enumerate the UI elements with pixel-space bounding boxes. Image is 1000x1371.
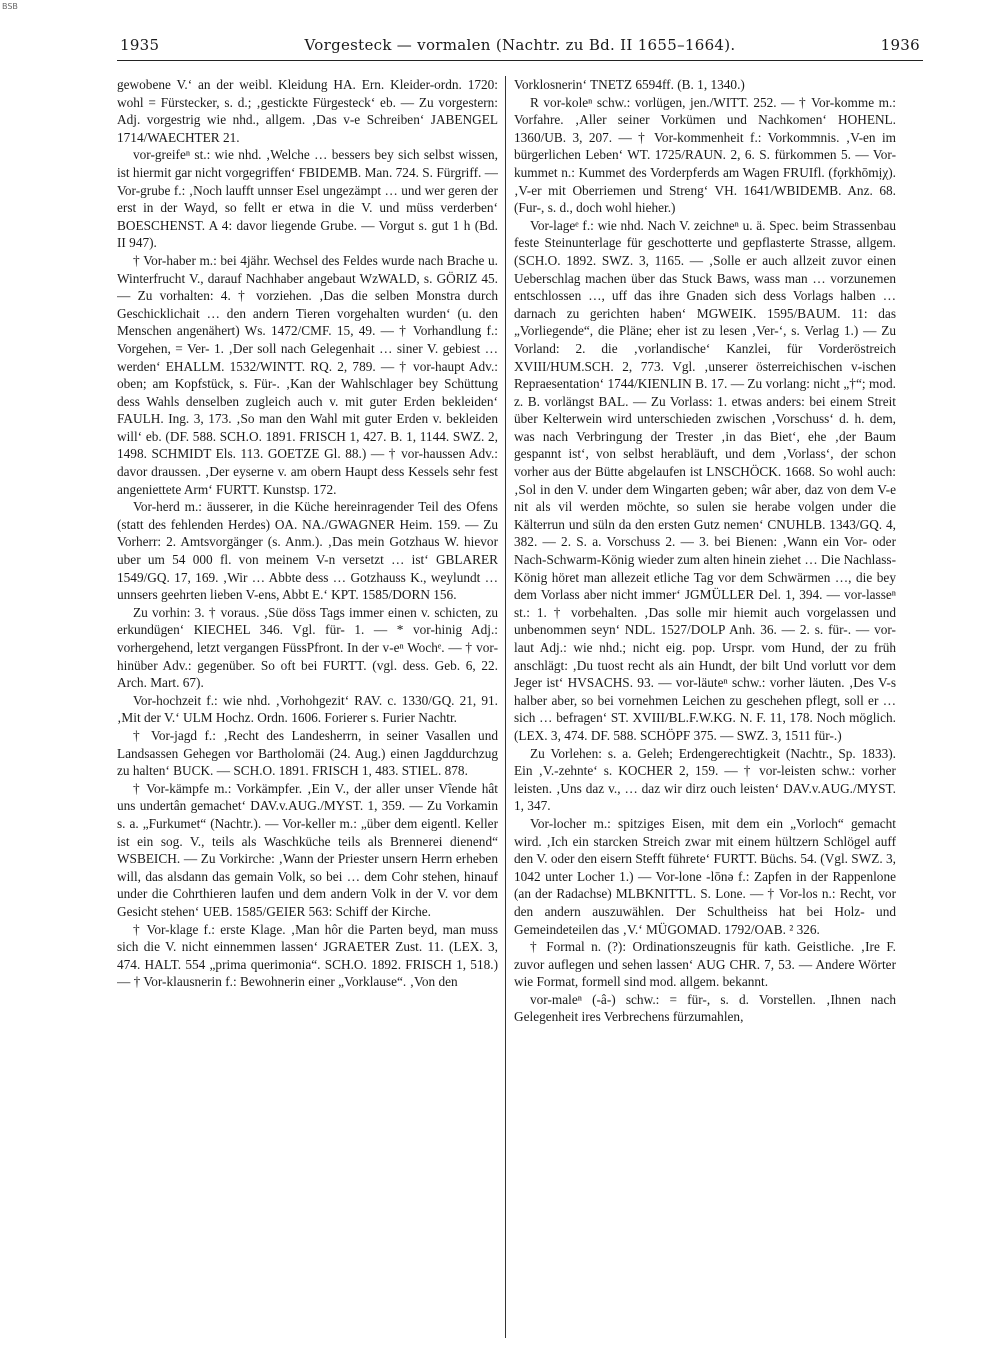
entry-paragraph: Vor-hochzeit f.: wie nhd. ‚Vorhohgezit‘ RAV. c. 1330/GQ. 21, 91. ‚Mit der V.‘ ULM Hochz. Ordn. 1606. Forierer s. Furier Nachtr.	[117, 692, 498, 726]
running-title: Vorgesteck — vormalen (Nachtr. zu Bd. II 1655–1664).	[304, 36, 736, 54]
column-divider	[505, 76, 506, 1338]
entry-paragraph: † Vor-kämpfe m.: Vorkämpfer. ‚Ein V., der aller unser Vîende hât uns undertân gemachet‘ DAV.v.AUG./MYST. 1, 359. — Zu Vorkamin s. a. „Furkumet“ (Nachtr.). — Vor-keller m.: „über dem eigentl. Keller ist ein sog. V., teils als Waschküche teils als Brennerei dienend“ WSBEICH. — Zu Vorkirche: ‚Wann der Priester unsern Herrn erheben will, das alsdann das gemain Volk, so bei … dem Cohr stehen, hinauf under die Cohrthieren laufen und dem andern Volk in der V. vor dem Gesicht stehen‘ UEB. 1585/GEIER 563: Schiff der Kirche.	[117, 780, 498, 919]
left-column	[117, 76, 498, 1346]
page-header	[120, 36, 920, 58]
entry-paragraph: Vor-locher m.: spitziges Eisen, mit dem ein „Vorloch“ gemacht wird. ‚Ich ein starcken Streich zwar mit einem hültzern Schlögel auff den V. oder den eisern Stefft führete‘ FURTT. Büchs. 54. (Vgl. SWZ. 3, 1042 unter Locher 1.) — Vor-lone -lōnə f.: Zapfen in der Rappenlone (an der Radachse) MLBKNITTL. S. Lone. — † Vor-los n.: Recht, vor den andern auszuwählen. Der Schultheiss hat bei Holz- und Gemeindeteilen das ‚V.‘ MÜGOMAD. 1792/OAB. ² 326.	[514, 815, 896, 937]
entry-paragraph: Zu Vorlehen: s. a. Geleh; Erdengerechtigkeit (Nachtr., Sp. 1833). Ein ‚V.-zehnte‘ s. KOCHER 2, 159. — † vor-leisten schw.: vorher leisten. ‚Uns daz v., … daz wir dirz ouch leisten‘ DAV.v.AUG./MYST. 1, 347.	[514, 745, 896, 814]
entry-paragraph: † Vor-haber m.: bei 4jähr. Wechsel des Feldes wurde nach Brache u. Winterfrucht V., darauf Nachhaber angebaut WzWALD, s. GÖRIZ 45. — Zu vorhalten: 4. † vorziehen. ‚Das die selben Monstra durch Geschicklichait … den andern Tieren vorgehalten wurden‘ (u. den Menschen angenähert) Ws. 1472/CMF. 15, 49. — † Vorhandlung f.: Vorgehen, = Ver- 1. ‚Der soll nach Gelegenhait … siner V. gebiest … werden‘ EHALLM. 1532/WINTT. RQ. 2, 789. — † vor-haupt Adv.: oben; am Kopfstück, s. Für-. ‚Kan der Wahlschlager bey Schüttung dess Wahls denselben zugleich auch v. mit guter Erden bekleiden‘ FAULH. Ing. 3, 173. ‚So man den Wahl mit guter Erden v. bekleiden will‘ eb. (DF. 588. SCH.O. 1891. FRISCH 1, 427. B. 1, 1144. SWZ. 2, 1498. SCHMIDT Els. 113. GOETZE Gl. 88.) — † vor-haussen Adv.: davor draussen. ‚Der eyserne v. am obern Haupt dess Kessels sehr fest angeniettete Arm‘ FURTT. Kunstsp. 172.	[117, 252, 498, 497]
entry-paragraph: † Vor-klage f.: erste Klage. ‚Man hôr die Parten beyd, man muss sich die V. nicht einnemmen lassen‘ JGRAETER Zust. 11. (LEX. 3, 474. HALT. 554 „prima querimonia“. SCH.O. 1892. FRISCH 1, 518.) — † Vor-klausnerin f.: Bewohnerin einer „Vorklause“. ‚Von den	[117, 921, 498, 990]
page-number-right: 1936	[880, 36, 920, 54]
entry-paragraph: gewobene V.‘ an der weibl. Kleidung HA. Ern. Kleider-ordn. 1720: wohl = Fürstecker, s. d.; ‚gestickte Fürgesteck‘ eb. — Zu vorgestern: Adj. vorgestrig wie nhd., allgem. ‚Das v-e Schreiben‘ JABENGEL 1714/WAECHTER 21.	[117, 77, 498, 145]
entry-paragraph: vor-maleⁿ (-â-) schw.: = für-, s. d. Vorstellen. ‚Ihnen nach Gelegenheit ires Verbrechens fürzumahlen,	[514, 991, 896, 1025]
library-corner-label: BSB	[2, 2, 18, 11]
entry-paragraph: Zu vorhin: 3. † voraus. ‚Süe döss Tags immer einen v. schicten, zu erkundügen‘ KIECHEL 346. Vgl. für- 1. — * vor-hinig Adj.: vorhergehend, letzt vergangen FüssPfront. In der v-eⁿ Wochᵉ. — † vor-hinüber Adv.: gegenüber. So oft bei FURTT. (vgl. dess. Geb. 6, 22. Arch. Mart. 67).	[117, 604, 498, 691]
entry-paragraph: Vor-lageᵉ f.: wie nhd. Nach V. zeichneⁿ u. ä. Spec. beim Strassenbau feste Steinunterlage für geschotterte und gepflasterte Strasse, allgem. (SCH.O. 1892. SWZ. 3, 1165. — ‚Solle er auch allzeit zuvor einen Ueberschlag machen über das Stuck Baws, wass man … vorzunemen entschlossen …, uff das ihre Gnaden sich dess Vorlags halben … darnach zu gerichten haben‘ MGWEIK. 1595/BAUM. 11: das „Vorliegende“, die Pläne; eher ist zu lesen ‚Ver-‘, s. Verlag 1.) — Zu Vorland: 2. die ‚vorlandische‘ Kanzlei, für Vorderöstreich XVIII/HUM.SCH. 2, 773. Vgl. ‚unserer österreichischen v-ischen Repraesentation‘ 1744/KIENLIN B. 17. — Zu vorlang: nicht „†“; mod. z. B. vorlängst BAL. — Zu Vorlass: 1. etwas anders: bei einem Streit über Kelterwein wird unterschieden zwischen ‚Vorschuss‘ d. h. dem, was nach Verbringung der Trester ‚in das Biet‘, ehe ‚der Baum gespannt ist‘, von selbst herabläuft, und dem ‚Vorlass‘, der schon vorher aus der Bütte abgelaufen ist LNSCHÖCK. 1668. So wohl auch: ‚Sol in den V. under dem Wingarten geben; wâr aber, daz von dem V-e nit als vil werden möchte, so sulen sie herabe volgen under die Kälterrun und süln da den ersten Gutz nemen‘ CNUHLB. 1343/GQ. 4, 382. — 2. S. a. Vorschuss 2. — 3. bei Bienen: ‚Wann ein Vor- oder Nach-Schwarm-König wieder zum alten hinein ziehet … Die Nachlass-König höret man allezeit etliche Tag vor dem Schwärmen …, die bey dem Vorlass aber nicht immer‘ JGMÜLLER Del. 1, 394. — vor-lasseⁿ st.: 1. † vorbehalten. ‚Das solle mir hiemit auch vorgelassen und unbenommen seyn‘ NDL. 1527/DOLP Anh. 36. — 2. s. für-. — vor-laut Adj.: wie nhd.; nicht eig. pop. Urspr. vom Hund, der zu früh anschlägt: ‚Du tuost recht als ain Hundt, der bilt Und vorlutt vor dem Jeger ist‘ HVSACHS. 93. — vor-läuteⁿ schw.: vorher läuten. ‚Des V-s halber aber, so bei vornehmen Leichen zu geschehen pflegt, soll er … sich … befragen‘ ST. XVIII/BL.F.W.KG. N. F. 11, 178. Noch möglich. (LEX. 3, 474. DF. 588. SCHÖPF 375. — SWZ. 3, 1511 für-.)	[514, 217, 896, 743]
entry-paragraph: Vorklosnerin‘ TNETZ 6594ff. (B. 1, 1340.)	[514, 77, 745, 92]
entry-paragraph: R vor-koleⁿ schw.: vorlügen, jen./WITT. 252. — † Vor-komme m.: Vorfahre. ‚Aller seiner Vorkümen und Nachkomen‘ HOHENL. 1360/UB. 3, 207. — † Vor-kommenheit f.: Vorkommnis. ‚V-en im bürgerlichen Leben‘ WT. 1725/RAUN. 2, 6. S. fürkommen 5. — Vor-kummet n.: Kummet des Vorderpferds am Wagen FRUIfl. (fọrkhōmịχ). ‚V-er mit Oberriemen und Streng‘ VH. 1641/WBIDEMB. Anz. 68. (Fur-, s. d., doch wohl hieher.)	[514, 94, 896, 216]
entry-paragraph: Vor-herd m.: äusserer, in die Küche hereinragender Teil des Ofens (statt des fehlenden Herdes) OA. NA./GWAGNER Heim. 159. — Zu Vorherr: 2. Amtsvorgänger (s. Anm.). ‚Das mein Gotzhaus W. hievor uber um 54 000 fl. von meinem V-n versetzt … ist‘ GBLARER 1549/GQ. 17, 169. ‚Wir … Abbte dess … Gotzhauss K., weylundt … unnsers geehrten lieben V-ens, Abbt E.‘ KPT. 1585/DORN 156.	[117, 499, 498, 603]
header-rule	[117, 60, 923, 61]
entry-paragraph: vor-greifeⁿ st.: wie nhd. ‚Welche … bessers bey sich selbst wissen, ist hiermit gar nicht vorgegriffen‘ FBIDEMB. Man. 724. S. Fürgriff. — Vor-grube f.: ‚Noch laufft unnser Esel ungezämpt … und wer geren der erst in der Wayd, so fellt er etwa in die V. und müss verderben‘ BOESCHENST. A 4: davor liegende Grube. — Vorgut s. gut 1 h (Bd. II 947).	[117, 147, 498, 251]
page-number-left: 1935	[120, 36, 160, 54]
entry-paragraph: † Vor-jagd f.: ‚Recht des Landesherrn, in seiner Vasallen und Landsassen Gehegen vor Bartholomäi (24. Aug.) einen Jagddurchzug zu halten‘ BUCK. — SCH.O. 1891. FRISCH 1, 483. STIEL. 878.	[117, 727, 498, 779]
right-column	[514, 76, 896, 1346]
entry-paragraph: † Formal n. (?): Ordinationszeugnis für kath. Geistliche. ‚Ire F. zuvor auflegen und sehen lassen‘ AUG CHR. 7, 53. — Andere Wörter wie Format, formell sind mod. allgem. bekannt.	[514, 939, 896, 990]
